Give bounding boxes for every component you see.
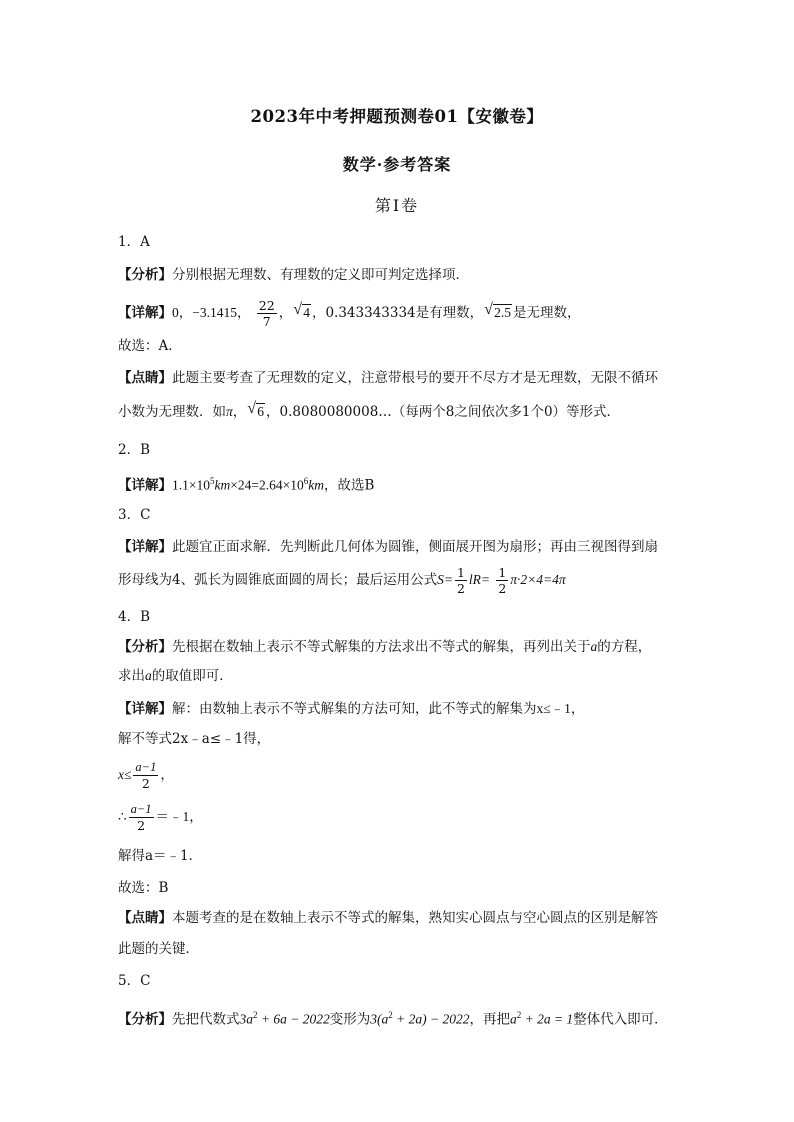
q5-analysis <box>118 1005 678 1030</box>
q5-e2b: + 2a) − 2022 <box>392 1011 470 1027</box>
q1-comment-1-text: 此题主要考查了无理数的定义，注意带根号的要开不尽方才是无理数，无限不循环 <box>172 370 658 386</box>
q5-a4: 整体代入即可． <box>573 1011 668 1028</box>
q4-comment-1-text: 本题考查的是在数轴上表示不等式的解集，熟知实心圆点与空心圆点的区别是解答 <box>172 910 658 926</box>
q1-detail-a: 0，−3.1415， <box>172 305 251 320</box>
q4-analysis-1 <box>118 637 678 657</box>
q5-e2: 3(a <box>370 1011 389 1027</box>
q1-comment-2b: ， <box>232 404 247 420</box>
q4-therefore <box>118 800 678 834</box>
q1-sqrt-c <box>247 402 265 422</box>
q3-detail-2 <box>118 565 678 596</box>
q1-detail-b: ，0.343343334是有理数， <box>311 305 484 321</box>
q2-unit-a: km <box>214 477 231 493</box>
q3-frac-1 <box>455 565 467 596</box>
q1-fraction <box>257 298 277 329</box>
detail-tag: 【详解】 <box>118 477 172 494</box>
q3-f1-den: 2 <box>456 581 465 596</box>
q1-analysis <box>118 265 678 285</box>
q4-detail-1a: 解：由数轴上表示不等式解集的方法可知，此不等式的解集为 <box>172 701 537 717</box>
q3-detail-1-text: 此题宜正面求解．先判断此几何体为圆锥，侧面展开图为扇形；再由三视图得到扇 <box>172 539 658 555</box>
q1-pi: π <box>226 404 233 419</box>
q4-frac-1 <box>133 760 158 791</box>
radical-sign: √ <box>247 400 257 417</box>
q5-a3: ，再把 <box>469 1011 510 1028</box>
q1-answer: 1．A <box>118 234 150 250</box>
q1-detail-c: 是无理数， <box>513 305 581 321</box>
q3-s-eq: S= <box>437 572 453 587</box>
q4-analysis-2 <box>118 666 678 686</box>
q3-f2-den: 2 <box>498 581 507 596</box>
q3-lr: lR= <box>468 572 491 587</box>
comment-tag: 【点睛】 <box>118 910 172 926</box>
q1-choose: 故选：A． <box>118 338 182 354</box>
q3-detail-1 <box>118 537 678 557</box>
q3-f1-num: 1 <box>456 565 465 580</box>
detail-tag: 【详解】 <box>118 305 172 321</box>
q4-frac-1-num: a−1 <box>135 760 157 774</box>
q4-solve: 解得a＝﹣1． <box>118 848 203 864</box>
q3-tail: π·2×4=4π <box>510 572 566 587</box>
analysis-tag: 【分析】 <box>118 639 172 655</box>
q5-e2-sup: 2 <box>388 1010 393 1020</box>
q2-choose: ，故选B <box>323 477 375 494</box>
volume-label: 第Ⅰ卷 <box>374 196 420 215</box>
q4-comment-1 <box>118 908 678 928</box>
q4-var-a: a <box>590 639 598 654</box>
q4-eq-tail: ＝﹣1， <box>155 809 203 824</box>
q5-a1: 先把代数式 <box>172 1011 240 1028</box>
q5-e3: a <box>509 1011 517 1027</box>
q2-expr-b: ×24=2.64×10 <box>230 477 304 493</box>
analysis-tag: 【分析】 <box>118 1011 172 1028</box>
q5-e1b: + 6a − 2022 <box>257 1011 330 1027</box>
radical-sign: √ <box>293 301 302 318</box>
q2-exp-a: 5 <box>210 476 215 486</box>
q3-frac-2 <box>496 565 508 596</box>
q1-detail <box>118 298 678 329</box>
q1-comment-2c: ，0.8080080008…（每两个8之间依次多1个0）等形式． <box>266 404 621 420</box>
q4-var-a: a <box>145 668 152 683</box>
q3-answer: 3．C <box>118 507 151 523</box>
q4-analysis-2a: 求出 <box>118 668 145 684</box>
q5-e3b: + 2a = 1 <box>521 1011 574 1027</box>
q1-sqrt-a <box>293 299 311 327</box>
q2-expr-a: 1.1×10 <box>172 477 210 493</box>
q4-detail-2: 解不等式2x﹣a≤﹣1得， <box>118 731 271 747</box>
detail-tag: 【详解】 <box>118 539 172 555</box>
analysis-tag: 【分析】 <box>118 267 172 283</box>
q1-analysis-text: 分别根据无理数、有理数的定义即可判定选择项． <box>172 267 469 283</box>
q1-comment-1 <box>118 368 678 388</box>
q4-frac-2-den: 2 <box>137 818 146 833</box>
q4-answer: 4．B <box>118 609 151 625</box>
q1-sep: ， <box>278 305 293 321</box>
q5-e1: 3a <box>239 1011 253 1027</box>
q1-frac-num: 22 <box>258 298 275 313</box>
q4-analysis-2b: 的取值即可． <box>151 668 233 684</box>
q1-frac-den: 7 <box>262 314 271 329</box>
q4-frac-1-den: 2 <box>141 776 150 791</box>
q5-e3-sup: 2 <box>516 1010 522 1020</box>
q4-x-le-text: x≤ <box>118 767 132 782</box>
q4-comment-2: 此题的关键． <box>118 941 199 957</box>
q5-answer: 5．C <box>118 973 151 989</box>
q4-analysis-1a: 先根据在数轴上表示不等式解集的方法求出不等式的解集，再列出关于 <box>172 639 591 655</box>
q4-choose: 故选：B <box>118 880 169 896</box>
q3-f2-num: 1 <box>498 565 507 580</box>
comment-tag: 【点睛】 <box>118 370 172 386</box>
radical-sign: √ <box>484 301 493 318</box>
q5-e1-sup: 2 <box>253 1010 258 1020</box>
q1-sqrt-c-value: 6 <box>257 404 265 419</box>
q1-comment-2 <box>118 402 678 422</box>
q3-detail-2a: 形母线为4、弧长为圆锥底面圆的周长；最后运用公式 <box>118 572 438 588</box>
page-title: 2023年中考押题预测卷01【安徽卷】 <box>250 107 544 126</box>
q1-sqrt-a-value: 4 <box>303 305 310 320</box>
q4-frac-2 <box>129 802 154 833</box>
q1-sqrt-b-value: 2.5 <box>494 305 512 320</box>
q4-x-tail: ， <box>160 767 174 783</box>
q5-a2: 变形为 <box>329 1011 371 1028</box>
q4-detail-1x: x≤﹣1， <box>536 701 585 716</box>
page-subtitle: 数学·参考答案 <box>342 155 452 174</box>
q4-therefore-sign: ∴ <box>118 809 127 825</box>
q2-detail <box>118 471 678 496</box>
q4-frac-2-num: a−1 <box>130 802 152 816</box>
q4-analysis-1b: 的方程， <box>597 639 652 655</box>
q2-exp-b: 6 <box>303 476 309 486</box>
detail-tag: 【详解】 <box>118 701 172 717</box>
q1-sqrt-b <box>484 299 512 327</box>
q2-unit-b: km <box>308 477 324 493</box>
q4-detail-1 <box>118 699 678 719</box>
q4-x-le <box>118 758 678 792</box>
q1-comment-2a: 小数为无理数．如 <box>118 404 226 420</box>
q2-answer: 2．B <box>118 442 151 458</box>
